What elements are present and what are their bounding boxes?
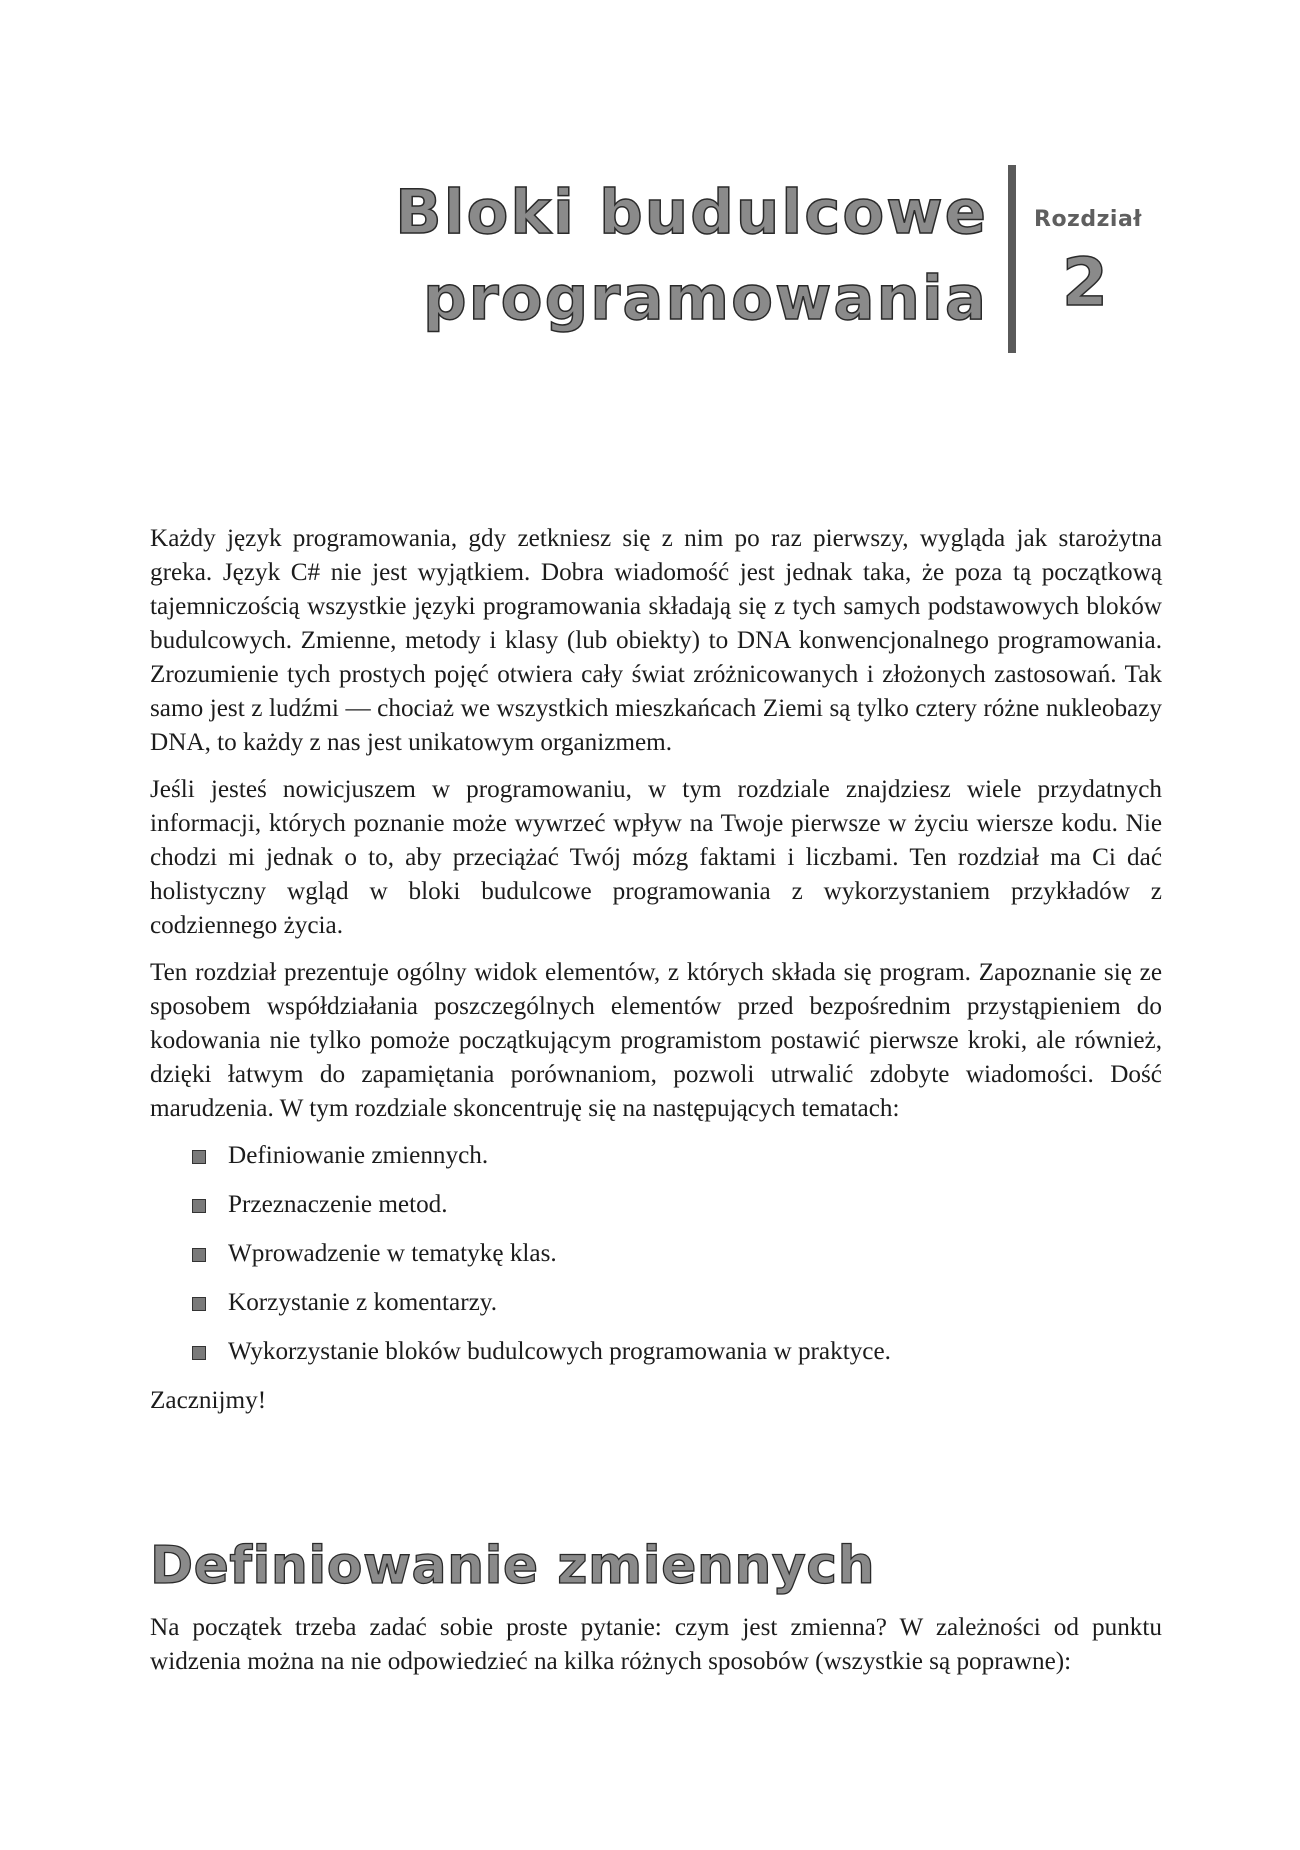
closing-line: Zacznijmy!	[150, 1387, 267, 1414]
topic-label: Wprowadzenie w tematykę klas.	[228, 1240, 557, 1267]
chapter-divider	[1008, 165, 1016, 353]
topic-label: Korzystanie z komentarzy.	[228, 1289, 498, 1316]
topic-list	[150, 1139, 1162, 1369]
intro-paragraph-2: Jeśli jesteś nowicjuszem w programowaniu, w tym rozdziale znajdziesz wiele przydatnych informacji, których poznanie może wywrzeć wpływ na Twoje pierwsze w życiu wiersze kodu. Nie chodzi mi jednak o to, aby przeciążać Twój mózg faktami i liczbami. Ten rozdział ma Ci dać holistyczny wgląd w bloki budulcowe programowania z wykorzystaniem przykładów z codziennego życia.	[150, 776, 1162, 939]
chapter-title	[395, 170, 988, 342]
topic-label: Definiowanie zmiennych.	[228, 1142, 489, 1169]
intro-paragraph-3: Ten rozdział prezentuje ogólny widok elementów, z których składa się program. Zapoznanie się ze sposobem współdziałania poszczególnych elementów przed bezpośrednim przystąpieniem do kodowania nie tylko pomoże początkującym programistom postawić pierwsze kroki, ale również, dzięki łatwym do zapamiętania porównaniom, pozwoli utrwalić zdobyte wiadomości. Dość marudzenia. W tym rozdziale skoncentruję się na następujących tematach:	[150, 959, 1162, 1122]
intro-paragraph-1: Każdy język programowania, gdy zetkniesz się z nim po raz pierwszy, wygląda jak starożytna greka. Język C# nie jest wyjątkiem. Dobra wiadomość jest jednak taka, że poza tą początkową tajemniczością wszystkie języki programowania składają się z tych samych podstawowych bloków budulcowych. Zmienne, metody i klasy (lub obiekty) to DNA konwencjonalnego programowania. Zrozumienie tych prostych pojęć otwiera cały świat zróżnicowanych i złożonych zastosowań. Tak samo jest z ludźmi — chociaż we wszystkich mieszkańcach Ziemi są tylko cztery różne nukleobazy DNA, to każdy z nas jest unikatowym organizmem.	[150, 525, 1162, 756]
square-bullet-icon	[192, 1150, 206, 1164]
topic-list-item	[192, 1286, 1162, 1320]
topic-list-item	[192, 1139, 1162, 1173]
section-paragraph: Na początek trzeba zadać sobie proste pytanie: czym jest zmienna? W zależności od punktu widzenia można na nie odpowiedzieć na kilka różnych sposobów (wszystkie są poprawne):	[150, 1614, 1162, 1675]
topic-list-item	[192, 1335, 1162, 1369]
topic-label: Przeznaczenie metod.	[228, 1191, 448, 1218]
topic-label: Wykorzystanie bloków budulcowych programowania w praktyce.	[228, 1338, 891, 1365]
topic-list-item	[192, 1237, 1162, 1271]
chapter-number: 2	[1062, 244, 1108, 321]
section-heading: Definiowanie zmiennych	[150, 1536, 876, 1596]
topic-list-item	[192, 1188, 1162, 1222]
chapter-intro	[150, 522, 1162, 1431]
square-bullet-icon	[192, 1199, 206, 1213]
square-bullet-icon	[192, 1248, 206, 1262]
square-bullet-icon	[192, 1346, 206, 1360]
chapter-label: Rozdział	[1034, 207, 1142, 232]
chapter-title-line-1: Bloki budulcowe	[395, 177, 988, 248]
square-bullet-icon	[192, 1297, 206, 1311]
chapter-title-line-2: programowania	[422, 263, 988, 334]
